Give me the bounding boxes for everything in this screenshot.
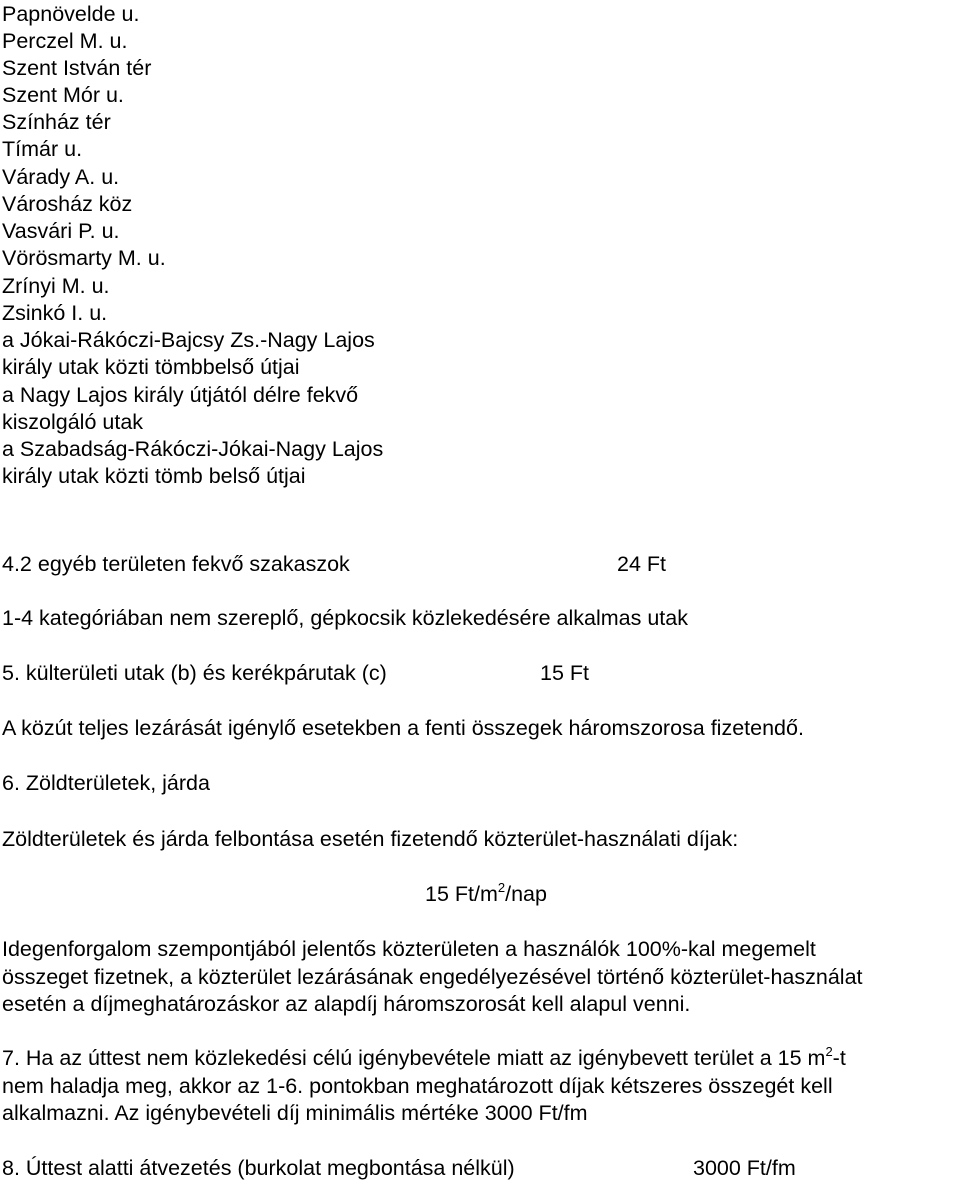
section-4-2-price: 24 Ft bbox=[617, 552, 666, 576]
section-5-label: 5. külterületi utak (b) és kerékpárutak (c) bbox=[2, 661, 387, 685]
list-item: Vasvári P. u. bbox=[2, 219, 120, 243]
list-item: Szent Mór u. bbox=[2, 83, 124, 107]
list-item: király utak közti tömb belső útjai bbox=[2, 464, 306, 488]
section-6-heading: 6. Zöldterületek, járda bbox=[2, 771, 210, 795]
list-item: király utak közti tömbbelső útjai bbox=[2, 355, 300, 379]
tourism-line-1: Idegenforgalom szempontjából jelentős közterületen a használók 100%-kal megemelt bbox=[2, 937, 816, 961]
list-item: Papnövelde u. bbox=[2, 2, 140, 26]
note-categories: 1-4 kategóriában nem szereplő, gépkocsik közlekedésére alkalmas utak bbox=[2, 606, 688, 630]
list-item: Szent István tér bbox=[2, 56, 152, 80]
list-item: a Jókai-Rákóczi-Bajcsy Zs.-Nagy Lajos bbox=[2, 328, 375, 352]
section-7-line-2: nem haladja meg, akkor az 1-6. pontokban meghatározott díjak kétszeres összegét kell bbox=[2, 1074, 833, 1098]
list-item: a Szabadság-Rákóczi-Jókai-Nagy Lajos bbox=[2, 437, 384, 461]
rate-tail: /nap bbox=[505, 882, 547, 906]
tourism-line-3: esetén a díjmeghatározáskor az alapdíj háromszorosát kell alapul venni. bbox=[2, 992, 691, 1016]
list-item: a Nagy Lajos király útjától délre fekvő bbox=[2, 383, 359, 407]
rate-main: 15 Ft/m bbox=[425, 882, 498, 906]
section-8-label: 8. Úttest alatti átvezetés (burkolat megbontása nélkül) bbox=[2, 1156, 515, 1180]
closure-note: A közút teljes lezárását igénylő esetekben a fenti összegek háromszorosa fizetendő. bbox=[2, 716, 804, 740]
list-item: Városház köz bbox=[2, 192, 133, 216]
section-4-2-label: 4.2 egyéb területen fekvő szakaszok bbox=[2, 552, 350, 576]
tourism-line-2: összeget fizetnek, a közterület lezárásának engedélyezésével történő közterület-használat bbox=[2, 965, 863, 989]
rate-sup: 2 bbox=[497, 880, 506, 895]
list-item: kiszolgáló utak bbox=[2, 410, 144, 434]
section-6-rate bbox=[425, 881, 547, 907]
section-7-line-1 bbox=[2, 1045, 846, 1071]
list-item: Perczel M. u. bbox=[2, 29, 128, 53]
list-item: Várady A. u. bbox=[2, 165, 120, 189]
section-6-fee-text: Zöldterületek és járda felbontása esetén fizetendő közterület-használati díjak: bbox=[2, 827, 739, 851]
list-item: Vörösmarty M. u. bbox=[2, 246, 166, 270]
list-item: Tímár u. bbox=[2, 137, 83, 161]
section-7-line-1-tail: -t bbox=[832, 1046, 846, 1070]
list-item: Színház tér bbox=[2, 110, 111, 134]
section-5-price: 15 Ft bbox=[540, 661, 589, 685]
list-item: Zrínyi M. u. bbox=[2, 274, 110, 298]
section-8-price: 3000 Ft/fm bbox=[693, 1156, 796, 1180]
section-7-line-1-main: 7. Ha az úttest nem közlekedési célú igénybevétele miatt az igénybevett terület a 15 m bbox=[2, 1046, 826, 1070]
section-7-line-3: alkalmazni. Az igénybevételi díj minimális mértéke 3000 Ft/fm bbox=[2, 1101, 588, 1125]
list-item: Zsinkó I. u. bbox=[2, 301, 108, 325]
section-7-sup: 2 bbox=[825, 1044, 833, 1059]
